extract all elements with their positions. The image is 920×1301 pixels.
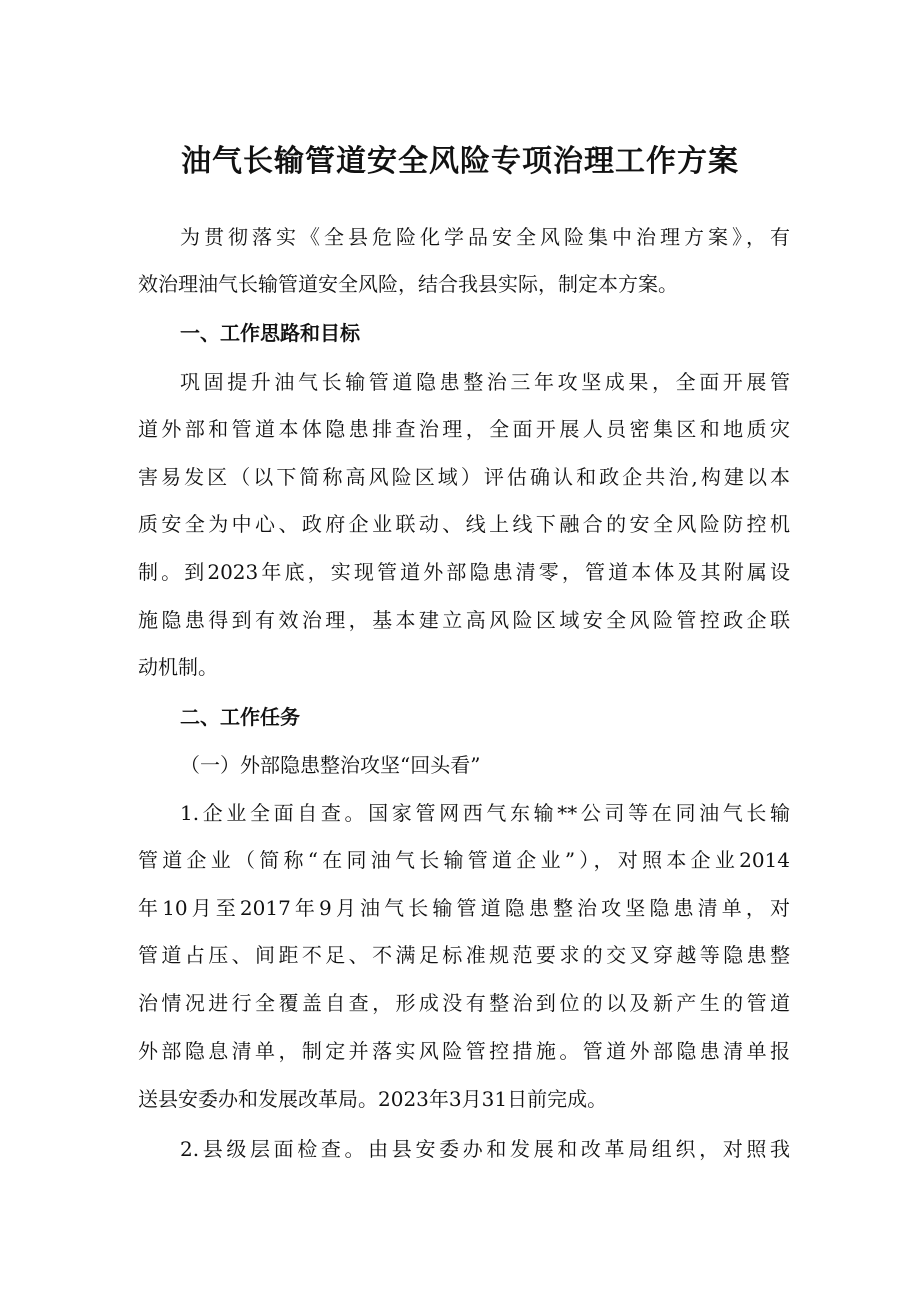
section-heading-goals: 一、工作思路和目标: [180, 321, 360, 345]
goals-line-2: 道外部和管道本体隐患排查治理，全面开展人员密集区和地质灾: [138, 417, 790, 441]
goals-line-6: 施隐患得到有效治理，基本建立高风险区域安全风险管控政企联: [138, 608, 790, 632]
item1-line-1: 1.企业全面自查。国家管网西气东输**公司等在同油气长输: [180, 801, 790, 825]
item1-line-5: 治情况进行全覆盖自查，形成没有整治到位的以及新产生的管道: [138, 991, 790, 1015]
item1-line-6: 外部隐息清单，制定并落实风险管控措施。管道外部隐患清单报: [138, 1039, 790, 1063]
document-title: 油气长输管道安全风险专项治理工作方案: [181, 144, 739, 179]
item2-line-1: 2.县级层面检查。由县安委办和发展和改革局组织，对照我: [180, 1137, 790, 1161]
goals-line-5: 制。到2023年底，实现管道外部隐患清零，管道本体及其附属设: [138, 560, 790, 584]
subsection-heading-external-hazards: （一）外部隐患整治攻坚“回头看”: [180, 753, 481, 777]
intro-line-1: 为贯彻落实《全县危险化学品安全风险集中治理方案》，有: [180, 225, 790, 249]
item1-line-7: 送县安委办和发展改革局。2023年3月31日前完成。: [138, 1087, 608, 1111]
item1-line-4: 管道占压、间距不足、不满足标准规范要求的交叉穿越等隐患整: [138, 943, 790, 967]
goals-line-7: 动机制。: [138, 655, 218, 679]
section-heading-tasks: 二、工作任务: [180, 705, 300, 729]
item1-line-2: 管道企业（简称“在同油气长输管道企业”），对照本企业2014: [138, 848, 790, 872]
goals-line-4: 质安全为中心、政府企业联动、线上线下融合的安全风险防控机: [138, 512, 790, 536]
item1-line-3: 年10月至2017年9月油气长输管道隐患整治攻坚隐患清单，对: [138, 896, 790, 920]
goals-line-1: 巩固提升油气长输管道隐患整治三年攻坚成果，全面开展管: [180, 370, 790, 394]
intro-line-2: 效治理油气长输管道安全风险，结合我县实际，制定本方案。: [138, 272, 678, 296]
goals-line-3: 害易发区（以下简称高风险区域）评估确认和政企共治,构建以本: [138, 465, 790, 489]
